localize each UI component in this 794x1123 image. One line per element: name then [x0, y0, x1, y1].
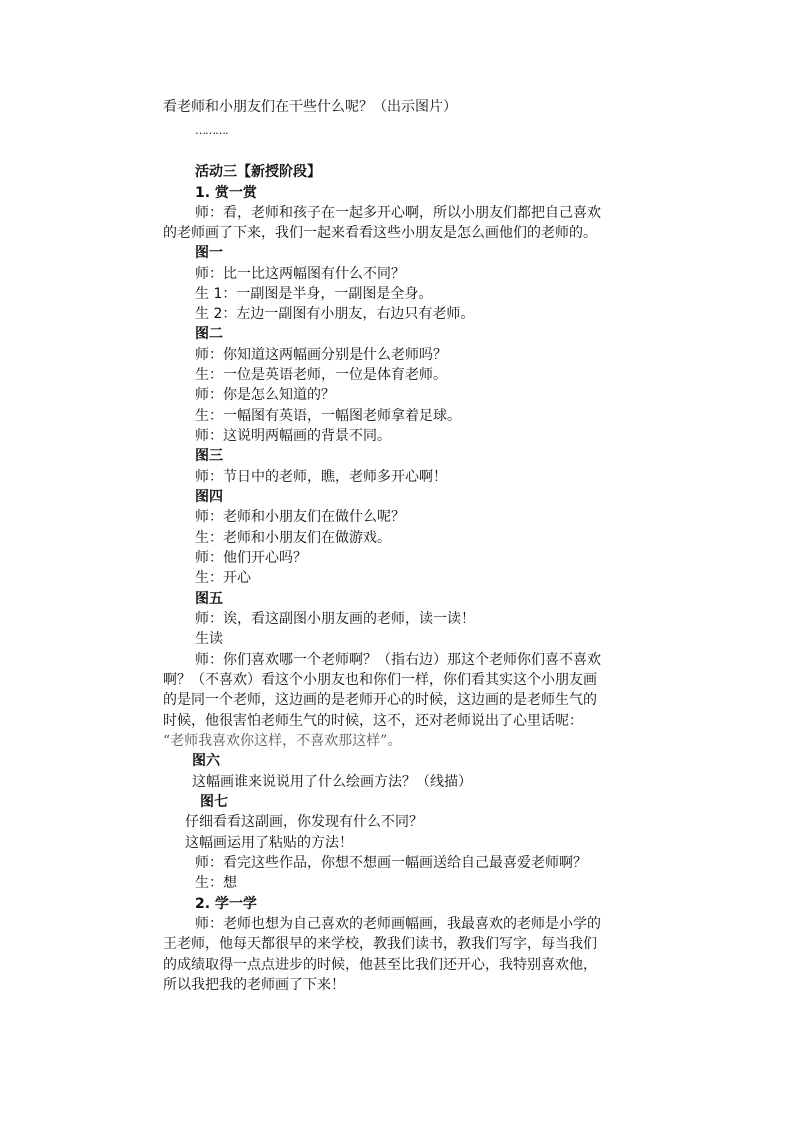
figure-heading: 图六: [192, 753, 220, 769]
text-line: 师：老师也想为自己喜欢的老师画幅画，我最喜欢的老师是小学的: [195, 916, 601, 932]
text-line: 生：一幅图有英语，一幅图老师拿着足球。: [195, 408, 461, 424]
text-line: 生 1：一副图是半身，一副图是全身。: [195, 286, 433, 302]
figure-heading: 图三: [195, 448, 223, 464]
figure-heading: 图五: [195, 591, 223, 607]
figure-heading: 图一: [195, 245, 223, 261]
text-line: 看老师和小朋友们在干些什么呢？（出示图片）: [163, 99, 457, 115]
subsection-heading: 2. 学一学: [195, 896, 257, 912]
quote-line: “老师我喜欢你这样，不喜欢那这样”。: [163, 733, 402, 749]
text-line: 师：这说明两幅画的背景不同。: [195, 428, 391, 444]
text-ellipsis: ……….: [195, 124, 228, 137]
text-line: 生：一位是英语老师，一位是体育老师。: [195, 367, 447, 383]
text-line: 师：你们喜欢哪一个老师啊？（指右边）那这个老师你们喜不喜欢: [195, 652, 601, 668]
text-line: 师：比一比这两幅图有什么不同？: [195, 266, 405, 282]
figure-heading: 图七: [200, 794, 228, 810]
text-line: 啊？（不喜欢）看这个小朋友也和你们一样，你们看其实这个小朋友画: [163, 672, 597, 688]
text-line: 师：你知道这两幅画分别是什么老师吗？: [195, 347, 447, 363]
figure-heading: 图二: [195, 326, 223, 342]
text-line: 生 2：左边一副图有小朋友，右边只有老师。: [195, 306, 475, 322]
text-line: 的老师画了下来，我们一起来看看这些小朋友是怎么画他们的老师的。: [163, 225, 597, 241]
text-line: 的成绩取得一点点进步的时候，他甚至比我们还开心，我特别喜欢他，: [163, 957, 597, 973]
text-line: 生：老师和小朋友们在做游戏。: [195, 530, 391, 546]
subsection-heading: 1. 赏一赏: [195, 185, 257, 201]
section-heading: 活动三【新授阶段】: [195, 164, 321, 180]
text-line: 师：你是怎么知道的？: [195, 387, 335, 403]
text-line: 所以我把我的老师画了下来！: [163, 977, 345, 993]
text-line: 师：老师和小朋友们在做什么呢？: [195, 509, 405, 525]
text-line: 这幅画谁来说说用了什么绘画方法？（线描）: [192, 774, 472, 790]
text-line: 生：想: [195, 875, 237, 891]
text-line: 这幅画运用了粘贴的方法！: [185, 835, 353, 851]
figure-heading: 图四: [195, 489, 223, 505]
text-line: 仔细看看这副画，你发现有什么不同？: [185, 814, 423, 830]
text-line: 师：看，老师和孩子在一起多开心啊，所以小朋友们都把自己喜欢: [195, 205, 601, 221]
text-line: 师：看完这些作品，你想不想画一幅画送给自己最喜爱老师啊？: [195, 855, 587, 871]
text-line: 时候，他很害怕老师生气的时候，这不，还对老师说出了心里话呢：: [163, 713, 583, 729]
text-line: 师：诶，看这副图小朋友画的老师，读一读！: [195, 611, 475, 627]
text-line: 师：节日中的老师，瞧，老师多开心啊！: [195, 469, 447, 485]
text-line: 生：开心: [195, 570, 251, 586]
text-line: 生读: [195, 631, 223, 647]
text-line: 王老师，他每天都很早的来学校，教我们读书，教我们写字，每当我们: [163, 936, 597, 952]
text-line: 的是同一个老师，这边画的是老师开心的时候，这边画的是老师生气的: [163, 692, 597, 708]
text-line: 师：他们开心吗？: [195, 550, 307, 566]
